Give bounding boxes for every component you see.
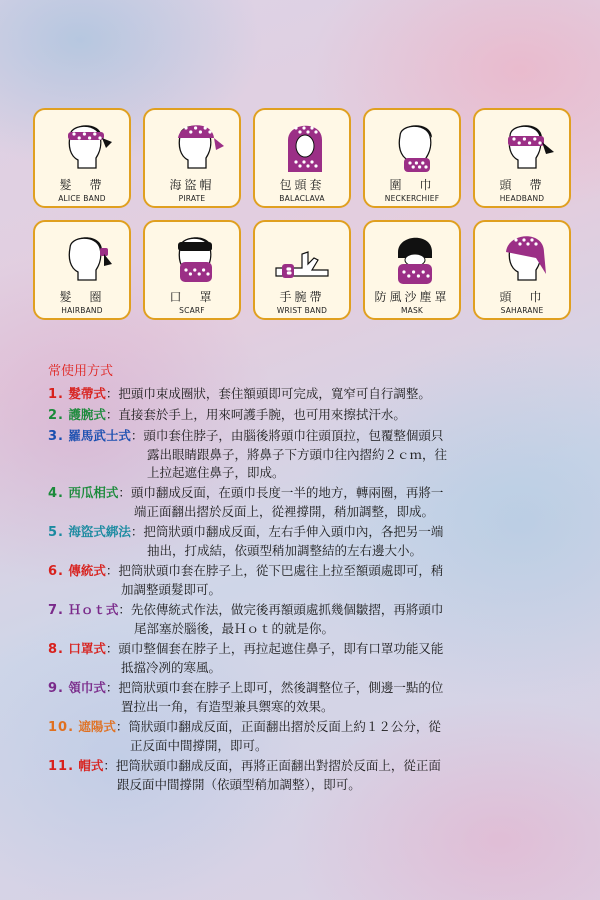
usage-item-text: ：頭巾整個套在脖子上，再拉起遮住鼻子，即有口罩功能又能 <box>105 641 444 656</box>
usage-item-number: 1. <box>48 387 64 402</box>
usage-item-text: ：把筒狀頭巾套在脖子上，從下巴處往上拉至額頭處即可，稍 <box>105 563 444 578</box>
style-name-cn: 口 罩 <box>169 290 215 304</box>
style-name-cn: 髮 帶 <box>59 178 105 192</box>
usage-item-text: 端正面翻出摺於反面上，從裡撐開，稍加調整，即成。 <box>134 504 435 519</box>
usage-item-number: 6. <box>48 564 64 579</box>
style-name-cn: 包頭套 <box>279 178 325 192</box>
style-name-cn: 頭 巾 <box>499 290 545 304</box>
usage-item-text: ：筒狀頭巾翻成反面，正面翻出摺於反面上約１２公分，從 <box>115 719 441 734</box>
saharane-icon <box>488 228 560 288</box>
style-name-en: NECKERCHIEF <box>384 194 440 203</box>
usage-item-text: 抵擋冷冽的寒風。 <box>121 660 222 675</box>
balaclava-icon <box>268 116 340 176</box>
style-name-en: BALACLAVA <box>279 194 325 203</box>
usage-item-number: 9. <box>48 681 64 696</box>
usage-item <box>48 718 578 755</box>
usage-item-name: 領巾式 <box>63 680 106 695</box>
headband-icon <box>488 116 560 176</box>
usage-item-number: 3. <box>48 429 64 444</box>
usage-item <box>48 427 578 482</box>
usage-item-text: 尾部塞於腦後，最Ｈｏｔ的就是你。 <box>134 621 335 636</box>
usage-item <box>48 640 578 677</box>
usage-item-text: ：先依傳統式作法，做完後再額頭處抓幾個皺摺，再將頭巾 <box>118 602 444 617</box>
usage-item-text: 上拉起遮住鼻子，即成。 <box>147 465 285 480</box>
style-name-en: HAIRBAND <box>61 306 103 315</box>
usage-item <box>48 601 578 638</box>
scarf-icon <box>158 228 230 288</box>
usage-item-name: 護腕式 <box>63 407 106 422</box>
style-card-balaclava <box>253 108 351 208</box>
mask-icon <box>378 228 450 288</box>
usage-item-text: ：頭巾套住脖子，由腦後將頭巾往頭頂拉，包覆整個頭只 <box>130 428 444 443</box>
style-card-scarf <box>143 220 241 320</box>
usage-heading: 常使用方式 <box>48 364 114 379</box>
usage-item-number: 11. <box>48 759 75 774</box>
usage-item-name: 羅馬武士式 <box>63 428 131 443</box>
usage-item-text: 加調整頭髮即可。 <box>121 582 222 597</box>
usage-item-text: 置拉出一角，有造型兼具禦寒的效果。 <box>121 699 334 714</box>
style-name-en: PIRATE <box>178 194 206 203</box>
usage-item <box>48 484 578 521</box>
usage-list <box>48 385 578 794</box>
usage-item-text: ：直接套於手上，用來呵護手腕，也可用來擦拭汗水。 <box>105 407 406 422</box>
style-name-en: HEADBAND <box>499 194 545 203</box>
usage-item-number: 5. <box>48 525 64 540</box>
usage-item-name: 西瓜相式 <box>63 485 119 500</box>
usage-item-number: 10. <box>48 720 75 735</box>
style-name-en: SAHARANE <box>500 306 544 315</box>
style-card-pirate <box>143 108 241 208</box>
style-name-cn: 防風沙塵罩 <box>374 290 450 304</box>
usage-item-number: 4. <box>48 486 64 501</box>
neckerchief-icon <box>378 116 450 176</box>
style-name-en: ALICE BAND <box>58 194 106 203</box>
usage-item <box>48 406 578 425</box>
usage-item-text: 跟反面中間撐開（依頭型稍加調整），即可。 <box>117 777 361 792</box>
usage-item-text: ：把筒狀頭巾翻成反面，再將正面翻出對摺於反面上，從正面 <box>103 758 441 773</box>
usage-item-name: 口罩式 <box>63 641 106 656</box>
style-name-en: MASK <box>400 306 424 315</box>
usage-section <box>48 360 578 796</box>
usage-item-text: ：把筒狀頭巾翻成反面，左右手伸入頭巾內，各把另一端 <box>130 524 444 539</box>
usage-item-text: ：把頭巾束成圈狀，套住額頭即可完成，寬窄可自行調整。 <box>105 386 431 401</box>
usage-item-number: 2. <box>48 408 64 423</box>
style-card-wrist-band <box>253 220 351 320</box>
usage-item-name: Ｈｏｔ式 <box>63 602 119 617</box>
style-name-en: WRIST BAND <box>276 306 328 315</box>
style-card-saharane <box>473 220 571 320</box>
wrist-band-icon <box>268 228 340 288</box>
usage-item-name: 髮帶式 <box>63 386 106 401</box>
usage-item-name: 帽式 <box>74 758 104 773</box>
style-card-hairband <box>33 220 131 320</box>
usage-item-number: 7. <box>48 603 64 618</box>
usage-item-text: ：把筒狀頭巾套在脖子上即可，然後調整位子，側邊一點的位 <box>105 680 444 695</box>
usage-item <box>48 679 578 716</box>
style-grid <box>33 108 571 320</box>
usage-item-text: 露出眼睛跟鼻子，將鼻子下方頭巾往內摺約２ｃｍ，往 <box>147 447 448 462</box>
usage-item-text: ：頭巾翻成反面，在頭巾長度一半的地方，轉兩圈，再將一 <box>118 485 444 500</box>
usage-item-name: 海盜式綁法 <box>63 524 131 539</box>
usage-item <box>48 523 578 560</box>
usage-item-name: 傳統式 <box>63 563 106 578</box>
style-card-headband <box>473 108 571 208</box>
usage-item-name: 遮陽式 <box>74 719 116 734</box>
style-name-cn: 髮 圈 <box>59 290 105 304</box>
usage-item-text: 正反面中間撐開，即可。 <box>130 738 268 753</box>
alice-band-icon <box>48 116 120 176</box>
style-name-cn: 圍 巾 <box>389 178 435 192</box>
usage-item-number: 8. <box>48 642 64 657</box>
pirate-icon <box>158 116 230 176</box>
style-card-neckerchief <box>363 108 461 208</box>
usage-item <box>48 385 578 404</box>
usage-item <box>48 562 578 599</box>
style-card-mask <box>363 220 461 320</box>
usage-item-text: 抽出，打成結，依頭型稍加調整結的左右邊大小。 <box>147 543 423 558</box>
style-card-alice-band <box>33 108 131 208</box>
usage-item <box>48 757 578 794</box>
style-name-cn: 手腕帶 <box>279 290 325 304</box>
hairband-icon <box>48 228 120 288</box>
style-name-en: SCARF <box>179 306 205 315</box>
style-name-cn: 頭 帶 <box>499 178 545 192</box>
style-name-cn: 海盜帽 <box>169 178 215 192</box>
